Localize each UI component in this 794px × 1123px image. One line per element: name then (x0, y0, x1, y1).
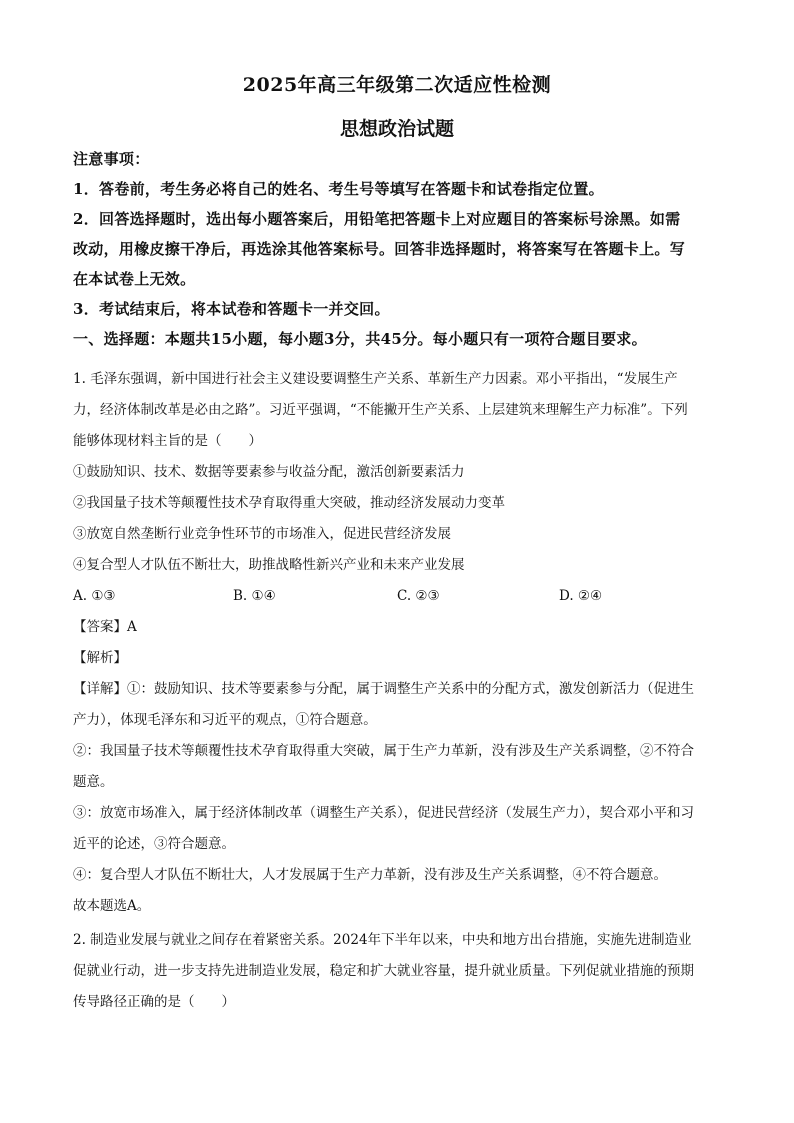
statement-item: ③放宽自然垄断行业竞争性环节的市场准入，促进民营经济发展 (73, 526, 451, 542)
question-2 (73, 925, 723, 1018)
notice-line: 在本试卷上无效。 (73, 270, 196, 288)
analysis-line: ②：我国量子技术等颠覆性技术孕育取得重大突破，属于生产力革新，没有涉及生产关系调整，②不符合 (73, 743, 694, 759)
analysis-line: 近平的论述，③符合题意。 (73, 836, 235, 852)
question-stem-line: 能够体现材料主旨的是（ ） (73, 433, 262, 449)
answer-label: 【答案】A (73, 619, 137, 635)
notice-line: 改动，用橡皮擦干净后，再选涂其他答案标号。回答非选择题时，将答案写在答题卡上。写 (73, 240, 686, 258)
analysis-line: ③：放宽市场准入，属于经济体制改革（调整生产关系），促进民营经济（发展生产力），契合邓小平和习 (73, 805, 694, 821)
statement-item: ②我国量子技术等颠覆性技术孕育取得重大突破，推动经济发展动力变革 (73, 495, 505, 511)
exam-title: 2025年高三年级第二次适应性检测 (242, 74, 552, 96)
analysis-label: 【解析】 (73, 650, 127, 666)
analysis-line: 【详解】①：鼓励知识、技术等要素参与分配，属于调整生产关系中的分配方式，激发创新活力（促进生 (73, 681, 694, 697)
statement-item: ④复合型人才队伍不断壮大，助推战略性新兴产业和未来产业发展 (73, 557, 465, 573)
analysis-line: 产力），体现毛泽东和习近平的观点，①符合题意。 (73, 712, 377, 728)
question-stem-line: 传导路径正确的是（ ） (73, 994, 235, 1010)
notice-line: 1．答卷前，考生务必将自己的姓名、考生号等填写在答题卡和试卷指定位置。 (73, 180, 604, 198)
analysis-line: 题意。 (73, 774, 114, 790)
exam-subject-title: 思想政治试题 (339, 118, 454, 140)
section-heading: 一、选择题：本题共15小题，每小题3分，共45分。每小题只有一项符合题目要求。 (73, 330, 647, 348)
notice-line: 3．考试结束后，将本试卷和答题卡一并交回。 (73, 300, 390, 318)
question-stem-line: 1. 毛泽东强调，新中国进行社会主义建设要调整生产关系、革新生产力因素。邓小平指出，“发展生产 (73, 371, 678, 387)
statement-item: ①鼓励知识、技术、数据等要素参与收益分配，激活创新要素活力 (73, 464, 465, 480)
question-stem-line: 促就业行动，进一步支持先进制造业发展，稳定和扩大就业容量，提升就业质量。下列促就业措施的预期 (73, 963, 694, 979)
notice-heading: 注意事项： (73, 150, 150, 168)
question-1 (73, 364, 723, 922)
options-row (73, 581, 723, 612)
option-a: A. ①③ (73, 588, 116, 604)
notice-section (73, 144, 723, 354)
notice-line: 2．回答选择题时，选出每小题答案后，用铅笔把答题卡上对应题目的答案标号涂黑。如需 (73, 210, 681, 228)
option-d: D. ②④ (559, 588, 603, 604)
option-b: B. ①④ (233, 588, 276, 604)
question-stem-line: 2. 制造业发展与就业之间存在着紧密关系。2024年下半年以来，中央和地方出台措施，实施先进制造业 (73, 932, 692, 948)
question-stem-line: 力，经济体制改革是必由之路”。习近平强调，“不能撇开生产关系、上层建筑来理解生产力标准”。下列 (73, 402, 688, 418)
option-c: C. ②③ (397, 588, 440, 604)
analysis-line: 故本题选A。 (73, 898, 151, 914)
analysis-line: ④：复合型人才队伍不断壮大，人才发展属于生产力革新，没有涉及生产关系调整，④不符合题意。 (73, 867, 667, 883)
